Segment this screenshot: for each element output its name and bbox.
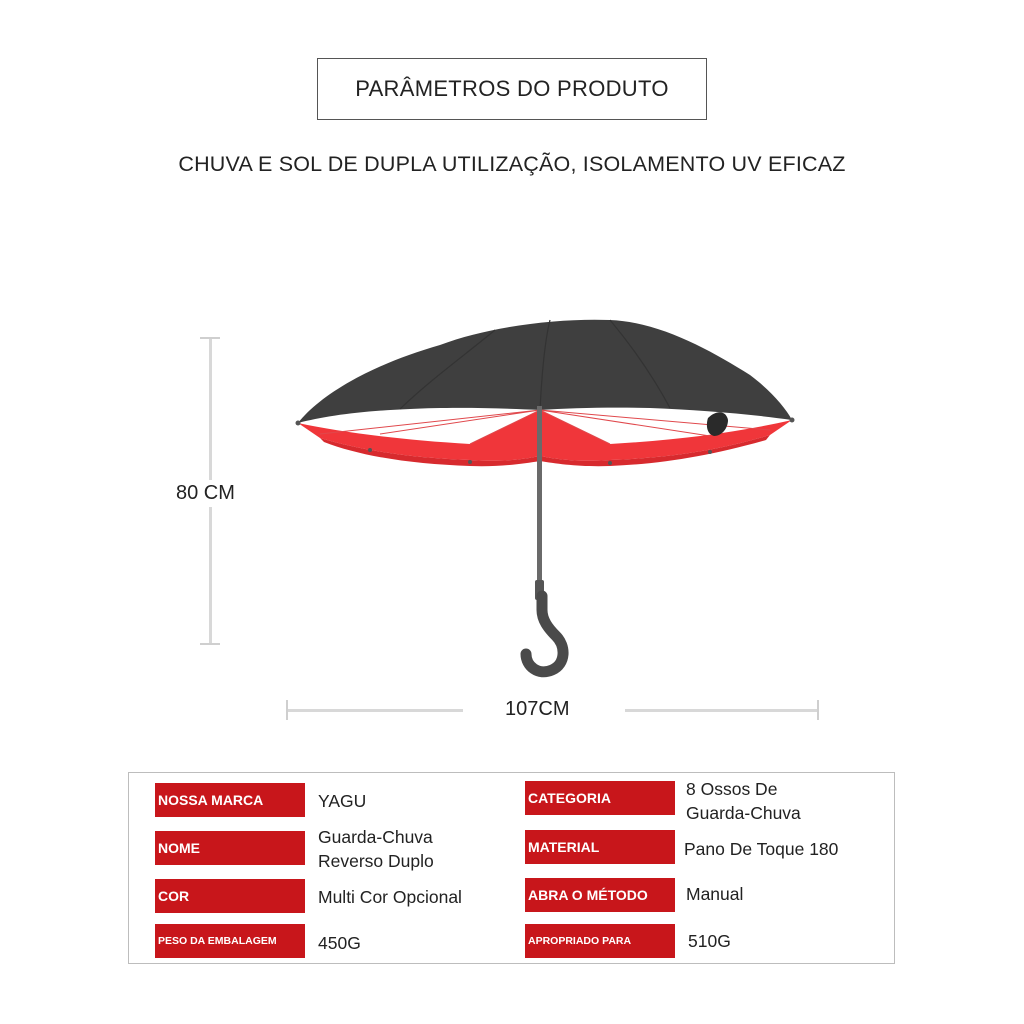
height-dimension-cap-top bbox=[200, 337, 220, 339]
spec-table bbox=[128, 772, 895, 964]
umbrella-image bbox=[280, 310, 800, 680]
umbrella-shaft bbox=[537, 406, 542, 596]
page-title-box bbox=[317, 58, 707, 120]
spec-value-opening-method: Manual bbox=[686, 884, 744, 904]
spec-value-brand: YAGU bbox=[318, 791, 367, 811]
height-label: 80 CM bbox=[176, 480, 235, 507]
spec-value-category-line1: 8 Ossos De bbox=[686, 779, 778, 799]
umbrella-outer-canopy bbox=[298, 320, 792, 423]
spec-label-package-weight: PESO DA EMBALAGEM bbox=[155, 924, 305, 958]
width-label: 107CM bbox=[505, 698, 570, 720]
spec-label-color: COR bbox=[155, 879, 305, 913]
spec-value-category-line2: Guarda-Chuva bbox=[686, 803, 801, 823]
spec-value-color: Multi Cor Opcional bbox=[318, 887, 462, 907]
umbrella-c-handle bbox=[526, 596, 563, 672]
spec-label-brand: NOSSA MARCA bbox=[155, 783, 305, 817]
width-dimension-cap-right bbox=[817, 700, 819, 720]
page-subtitle: CHUVA E SOL DE DUPLA UTILIZAÇÃO, ISOLAMENTO UV EFICAZ bbox=[178, 152, 846, 176]
width-dimension-line-right bbox=[625, 709, 818, 712]
spec-value-name-line2: Reverso Duplo bbox=[318, 851, 434, 871]
spec-value-material: Pano De Toque 180 bbox=[684, 839, 839, 859]
spec-label-material: MATERIAL bbox=[525, 830, 675, 864]
spec-label-suitable-for: APROPRIADO PARA bbox=[525, 924, 675, 958]
spec-value-name-line1: Guarda-Chuva bbox=[318, 827, 433, 847]
spec-value-package-weight: 450G bbox=[318, 933, 361, 953]
spec-label-name: NOME bbox=[155, 831, 305, 865]
height-dimension-cap-bottom bbox=[200, 643, 220, 645]
spec-value-suitable-for: 510G bbox=[688, 931, 731, 951]
page-title: PARÂMETROS DO PRODUTO bbox=[355, 76, 669, 101]
width-dimension-line-left bbox=[287, 709, 463, 712]
spec-label-opening-method: ABRA O MÉTODO bbox=[525, 878, 675, 912]
width-dimension-cap-left bbox=[286, 700, 288, 720]
spec-label-category: CATEGORIA bbox=[525, 781, 675, 815]
